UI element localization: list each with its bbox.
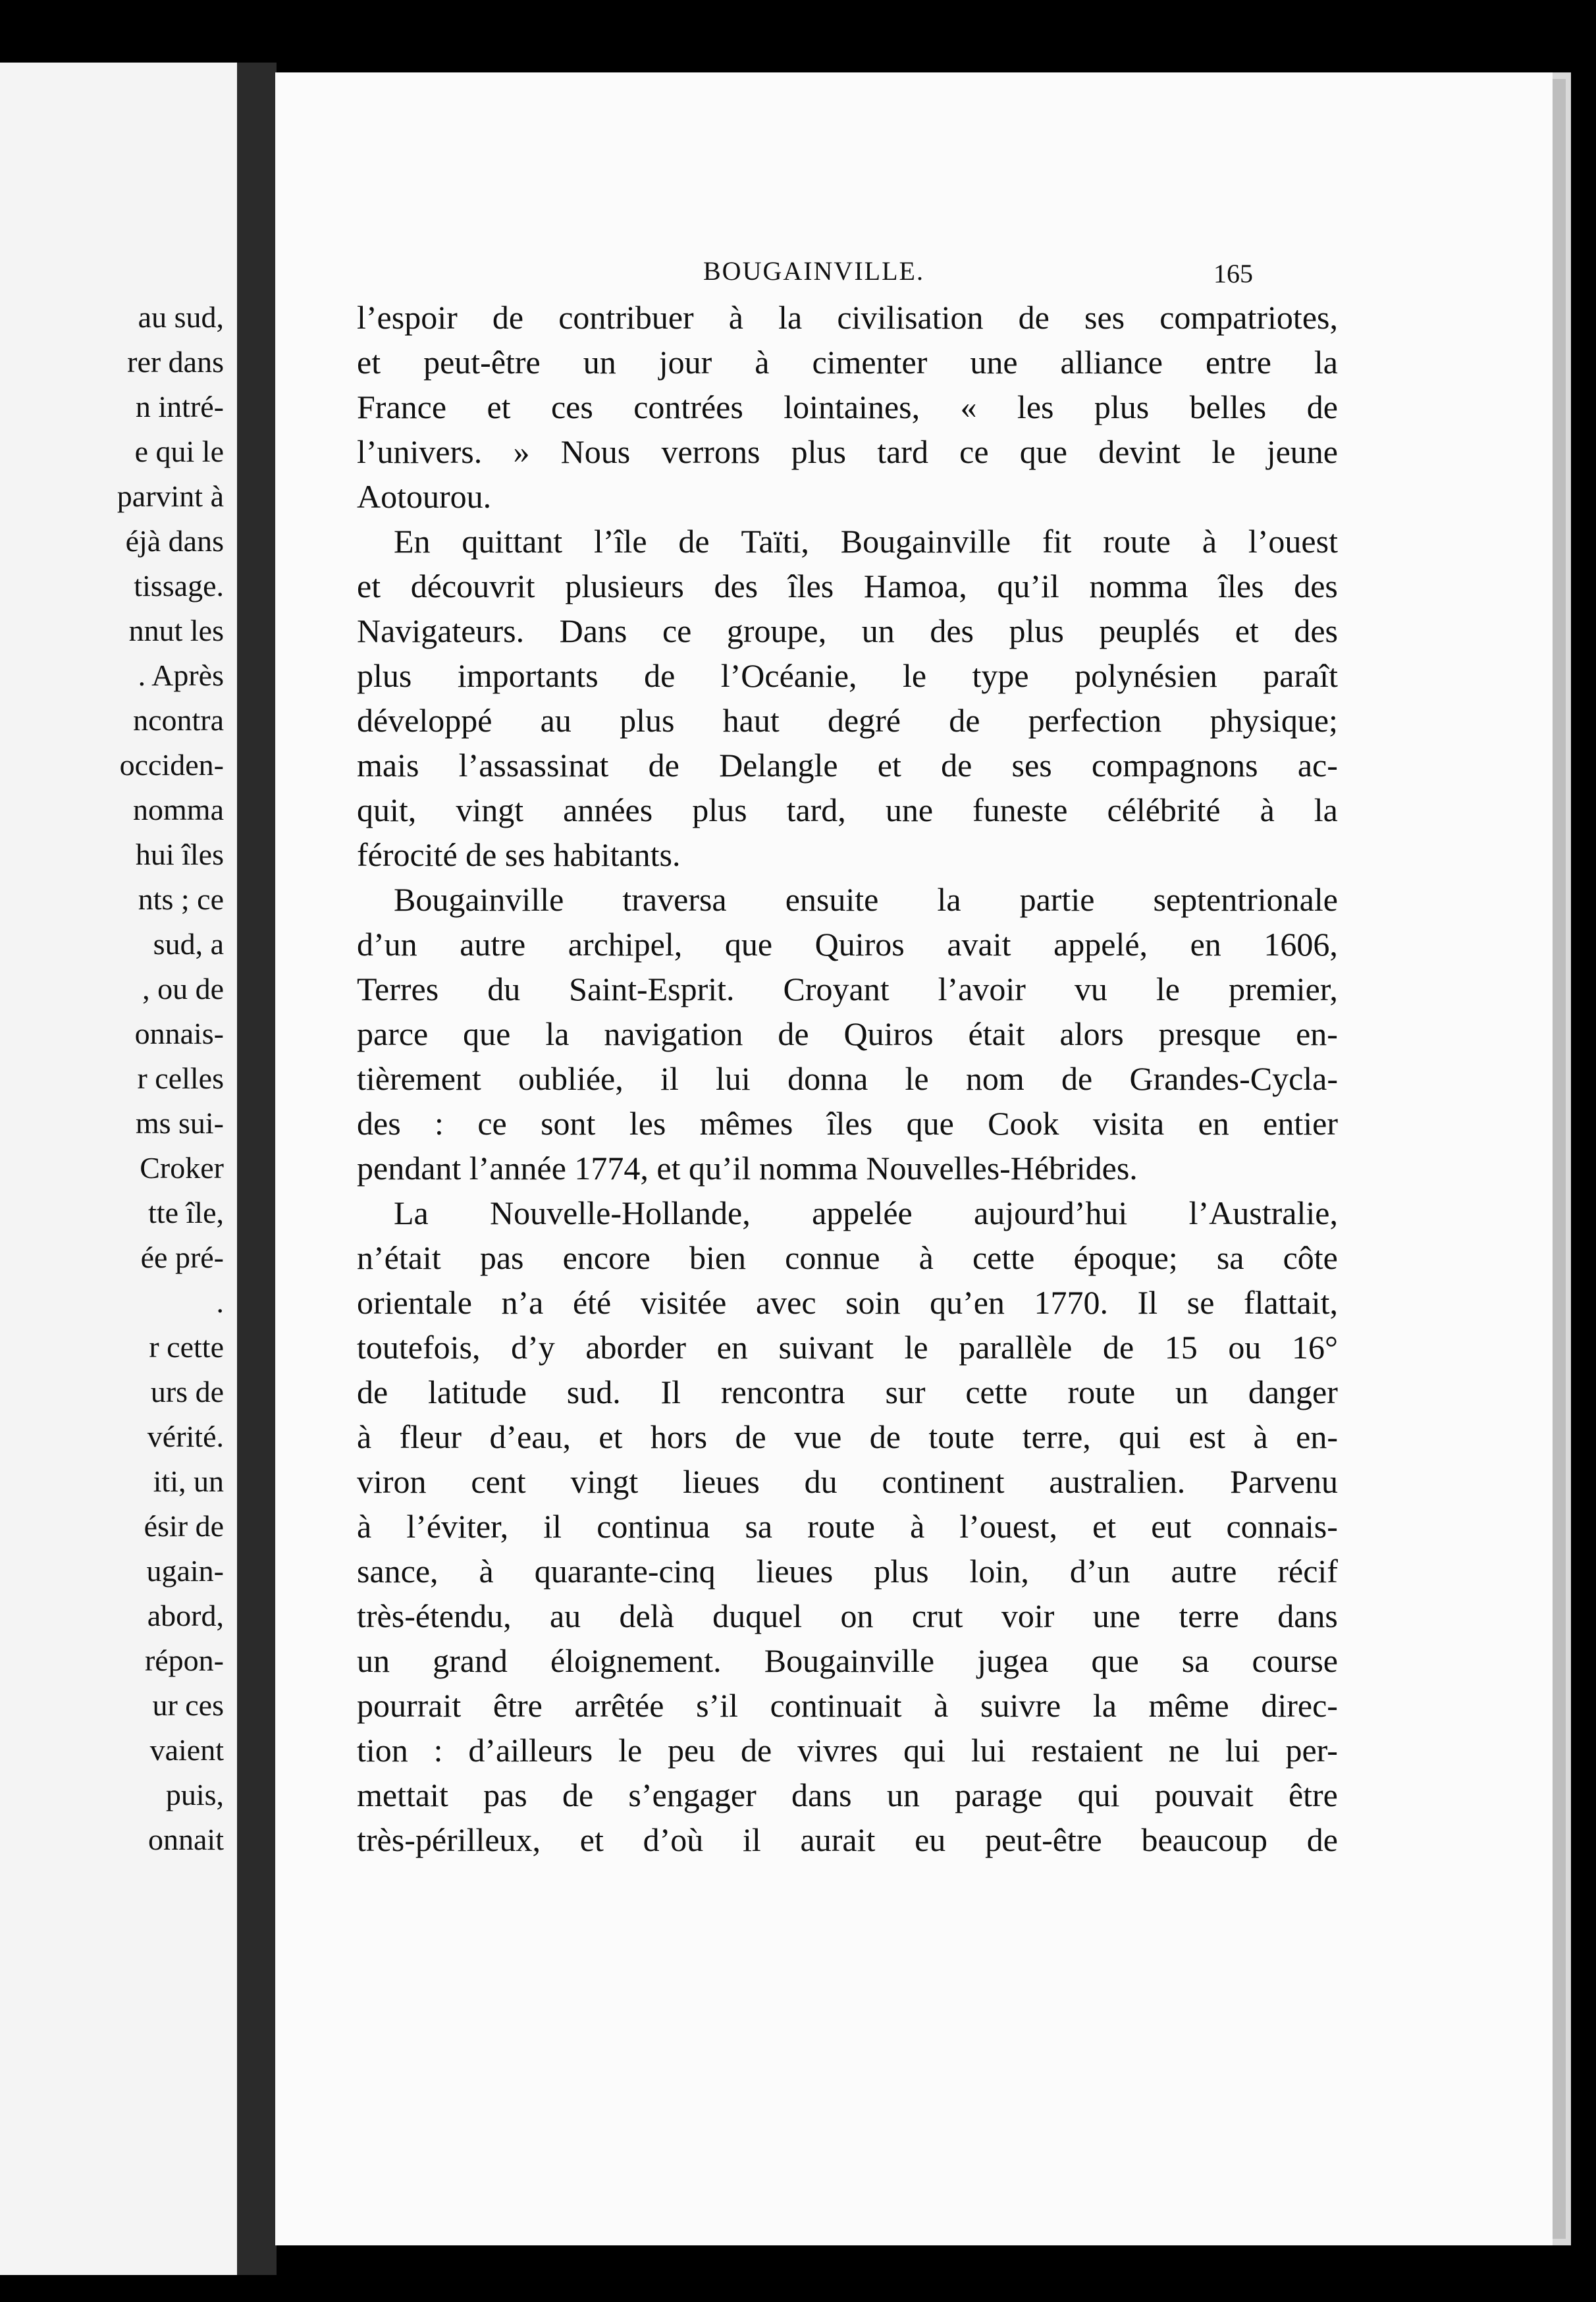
- text-line: tièrement oubliée, il lui donna le nom de Grandes-Cycla-: [357, 1060, 1338, 1097]
- left-page-fragment: ugain-: [146, 1554, 224, 1588]
- left-page-fragment: Croker: [140, 1151, 224, 1185]
- text-line: pendant l’année 1774, et qu’il nomma Nouvelles-Hébrides.: [357, 1150, 1138, 1187]
- text-line: Terres du Saint-Esprit. Croyant l’avoir vu le premier,: [357, 971, 1338, 1007]
- left-page-fragment: onnais-: [134, 1017, 224, 1050]
- left-page-fragment: vérité.: [147, 1420, 224, 1453]
- text-line: toutefois, d’y aborder en suivant le parallèle de 15 ou 16°: [357, 1329, 1338, 1366]
- body-text: [357, 295, 1338, 1862]
- text-line: mais l’assassinat de Delangle et de ses compagnons ac-: [357, 747, 1338, 784]
- text-line: tion : d’ailleurs le peu de vivres qui lui restaient ne lui per-: [357, 1732, 1338, 1769]
- left-page-fragment: urs de: [150, 1375, 224, 1408]
- text-line: un grand éloignement. Bougainville jugea que sa course: [357, 1642, 1338, 1679]
- left-page-fragment: ésir de: [144, 1509, 224, 1543]
- left-page-fragment: répon-: [144, 1644, 224, 1677]
- left-page-fragment: r cette: [149, 1330, 224, 1364]
- text-line: développé au plus haut degré de perfection physique;: [357, 702, 1338, 739]
- text-line: des : ce sont les mêmes îles que Cook visita en entier: [357, 1105, 1338, 1142]
- book-gutter: [237, 63, 277, 2275]
- text-line: pourrait être arrêtée s’il continuait à suivre la même direc-: [357, 1687, 1338, 1724]
- left-page-fragment: .: [216, 1285, 224, 1319]
- text-line: orientale n’a été visitée avec soin qu’en 1770. Il se flattait,: [357, 1284, 1338, 1321]
- text-line: sance, à quarante-cinq lieues plus loin, d’un autre récif: [357, 1553, 1338, 1590]
- left-page-fragment: occiden-: [119, 748, 224, 782]
- text-line: à fleur d’eau, et hors de vue de toute terre, qui est à en-: [357, 1418, 1338, 1455]
- text-line: Navigateurs. Dans ce groupe, un des plus peuplés et des: [357, 612, 1338, 649]
- left-page-fragment: éjà dans: [125, 524, 224, 558]
- left-page-fragment: onnait: [148, 1823, 224, 1856]
- left-page-fragment: ée pré-: [140, 1241, 224, 1274]
- left-page-fragment: nnut les: [128, 614, 224, 647]
- left-page-fragment: r celles: [137, 1061, 224, 1095]
- left-page-fragment: iti, un: [153, 1464, 224, 1498]
- left-page-fragment: puis,: [165, 1778, 224, 1811]
- text-line: et peut-être un jour à cimenter une alliance entre la: [357, 344, 1338, 381]
- left-page-fragment: rer dans: [127, 345, 224, 379]
- left-page-fragment: abord,: [147, 1599, 224, 1632]
- text-line: férocité de ses habitants.: [357, 836, 681, 873]
- text-line: quit, vingt années plus tard, une funeste célébrité à la: [357, 791, 1338, 828]
- text-line: très-étendu, au delà duquel on crut voir une terre dans: [357, 1597, 1338, 1634]
- text-line: très-périlleux, et d’où il aurait eu peut-être beaucoup de: [357, 1821, 1338, 1858]
- page-edge: [1553, 79, 1566, 2239]
- left-page-fragment: tte île,: [148, 1196, 224, 1229]
- left-page-fragment: au sud,: [138, 300, 224, 334]
- left-page: [0, 63, 237, 2275]
- left-page-fragment: ncontra: [133, 703, 224, 737]
- left-page-fragment: sud, a: [153, 927, 224, 961]
- text-line: l’univers. » Nous verrons plus tard ce que devint le jeune: [357, 433, 1338, 470]
- text-line: à l’éviter, il continua sa route à l’ouest, et eut connais-: [357, 1508, 1338, 1545]
- text-line: En quittant l’île de Taïti, Bougainville fit route à l’ouest: [394, 523, 1338, 560]
- text-line: Bougainville traversa ensuite la partie septentrionale: [394, 881, 1338, 918]
- text-line: France et ces contrées lointaines, « les plus belles de: [357, 388, 1338, 425]
- text-line: de latitude sud. Il rencontra sur cette route un danger: [357, 1374, 1338, 1410]
- left-page-fragment: hui îles: [135, 838, 224, 871]
- text-line: parce que la navigation de Quiros était alors presque en-: [357, 1015, 1338, 1052]
- left-page-fragment: nomma: [133, 793, 224, 826]
- text-line: mettait pas de s’engager dans un parage qui pouvait être: [357, 1777, 1338, 1813]
- left-page-fragment: nts ; ce: [138, 882, 224, 916]
- text-line: d’un autre archipel, que Quiros avait appelé, en 1606,: [357, 926, 1338, 963]
- left-page-fragment: , ou de: [142, 972, 224, 1005]
- left-page-fragment: ms sui-: [135, 1106, 224, 1140]
- text-line: plus importants de l’Océanie, le type polynésien paraît: [357, 657, 1338, 694]
- left-page-fragment: vaient: [149, 1733, 224, 1767]
- text-line: n’était pas encore bien connue à cette époque; sa côte: [357, 1239, 1338, 1276]
- left-page-fragment: tissage.: [134, 569, 224, 602]
- right-page: [275, 72, 1571, 2245]
- running-head: BOUGAINVILLE.: [703, 256, 924, 286]
- left-page-fragment: parvint à: [117, 479, 224, 513]
- text-line: viron cent vingt lieues du continent australien. Parvenu: [357, 1463, 1338, 1500]
- left-page-fragment: n intré-: [135, 390, 224, 423]
- text-line: Aotourou.: [357, 478, 492, 515]
- text-line: l’espoir de contribuer à la civilisation de ses compatriotes,: [357, 299, 1338, 336]
- text-line: La Nouvelle-Hollande, appelée aujourd’hui l’Australie,: [394, 1194, 1338, 1231]
- text-line: et découvrit plusieurs des îles Hamoa, qu’il nomma îles des: [357, 568, 1338, 604]
- page-number: 165: [1213, 259, 1253, 288]
- left-page-fragment: . Après: [138, 658, 224, 692]
- left-page-fragment: e qui le: [134, 435, 224, 468]
- left-page-fragment: ur ces: [152, 1688, 224, 1722]
